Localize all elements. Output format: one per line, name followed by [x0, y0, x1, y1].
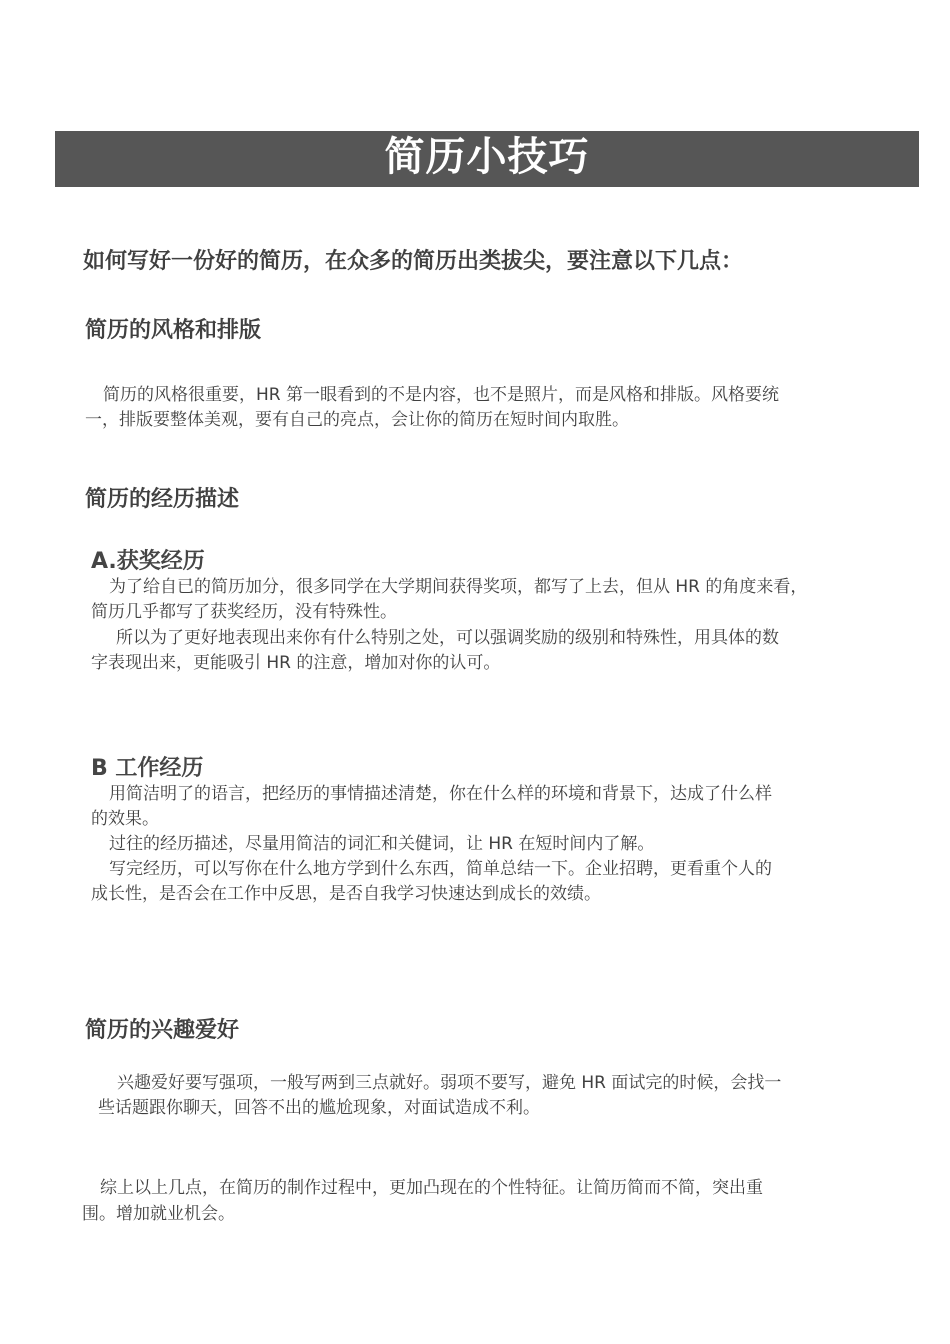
paragraph-line: 成长性，是否会在工作中反思，是否自我学习快速达到成长的效绩。: [91, 884, 601, 904]
section-heading-hobbies: 简历的兴趣爱好: [85, 1018, 240, 1043]
page-title: 简历小技巧: [384, 134, 590, 180]
paragraph-line: 用简洁明了的语言，把经历的事情描述清楚，你在什么样的环境和背景下，达成了什么样: [109, 784, 772, 804]
paragraph-line: 兴趣爱好要写强项，一般写两到三点就好。弱项不要写，避免 HR 面试完的时候，会找一: [117, 1073, 782, 1093]
title-banner: [55, 131, 919, 187]
paragraph-line: 字表现出来，更能吸引 HR 的注意，增加对你的认可。: [91, 653, 501, 673]
section-heading-style: 简历的风格和排版: [85, 318, 262, 343]
paragraph-line: 为了给自已的简历加分，很多同学在大学期间获得奖项，都写了上去，但从 HR 的角度来看，: [109, 577, 808, 597]
subsection-heading-awards: A.获奖经历: [91, 549, 205, 574]
intro-heading: 如何写好一份好的简历，在众多的简历出类拔尖，要注意以下几点：: [83, 249, 744, 274]
paragraph-line: 写完经历，可以写你在什么地方学到什么东西，简单总结一下。企业招聘，更看重个人的: [109, 859, 772, 879]
paragraph-line: 一，排版要整体美观，要有自己的亮点，会让你的简历在短时间内取胜。: [85, 410, 629, 430]
conclusion-line: 围。增加就业机会。: [82, 1204, 235, 1224]
paragraph-line: 些话题跟你聊天，回答不出的尴尬现象，对面试造成不利。: [98, 1098, 540, 1118]
subsection-heading-work: B 工作经历: [91, 756, 204, 781]
paragraph-line: 简历的风格很重要，HR 第一眼看到的不是内容，也不是照片，而是风格和排版。风格要统: [103, 385, 779, 405]
paragraph-line: 的效果。: [91, 809, 159, 829]
paragraph-line: 简历几乎都写了获奖经历，没有特殊性。: [91, 602, 397, 622]
section-heading-experience: 简历的经历描述: [85, 487, 240, 512]
paragraph-line: 所以为了更好地表现出来你有什么特别之处，可以强调奖励的级别和特殊性，用具体的数: [116, 628, 779, 648]
paragraph-line: 过往的经历描述，尽量用简洁的词汇和关健词，让 HR 在短时间内了解。: [109, 834, 655, 854]
conclusion-line: 综上以上几点，在简历的制作过程中，更加凸现在的个性特征。让简历简而不简，突出重: [100, 1178, 763, 1198]
